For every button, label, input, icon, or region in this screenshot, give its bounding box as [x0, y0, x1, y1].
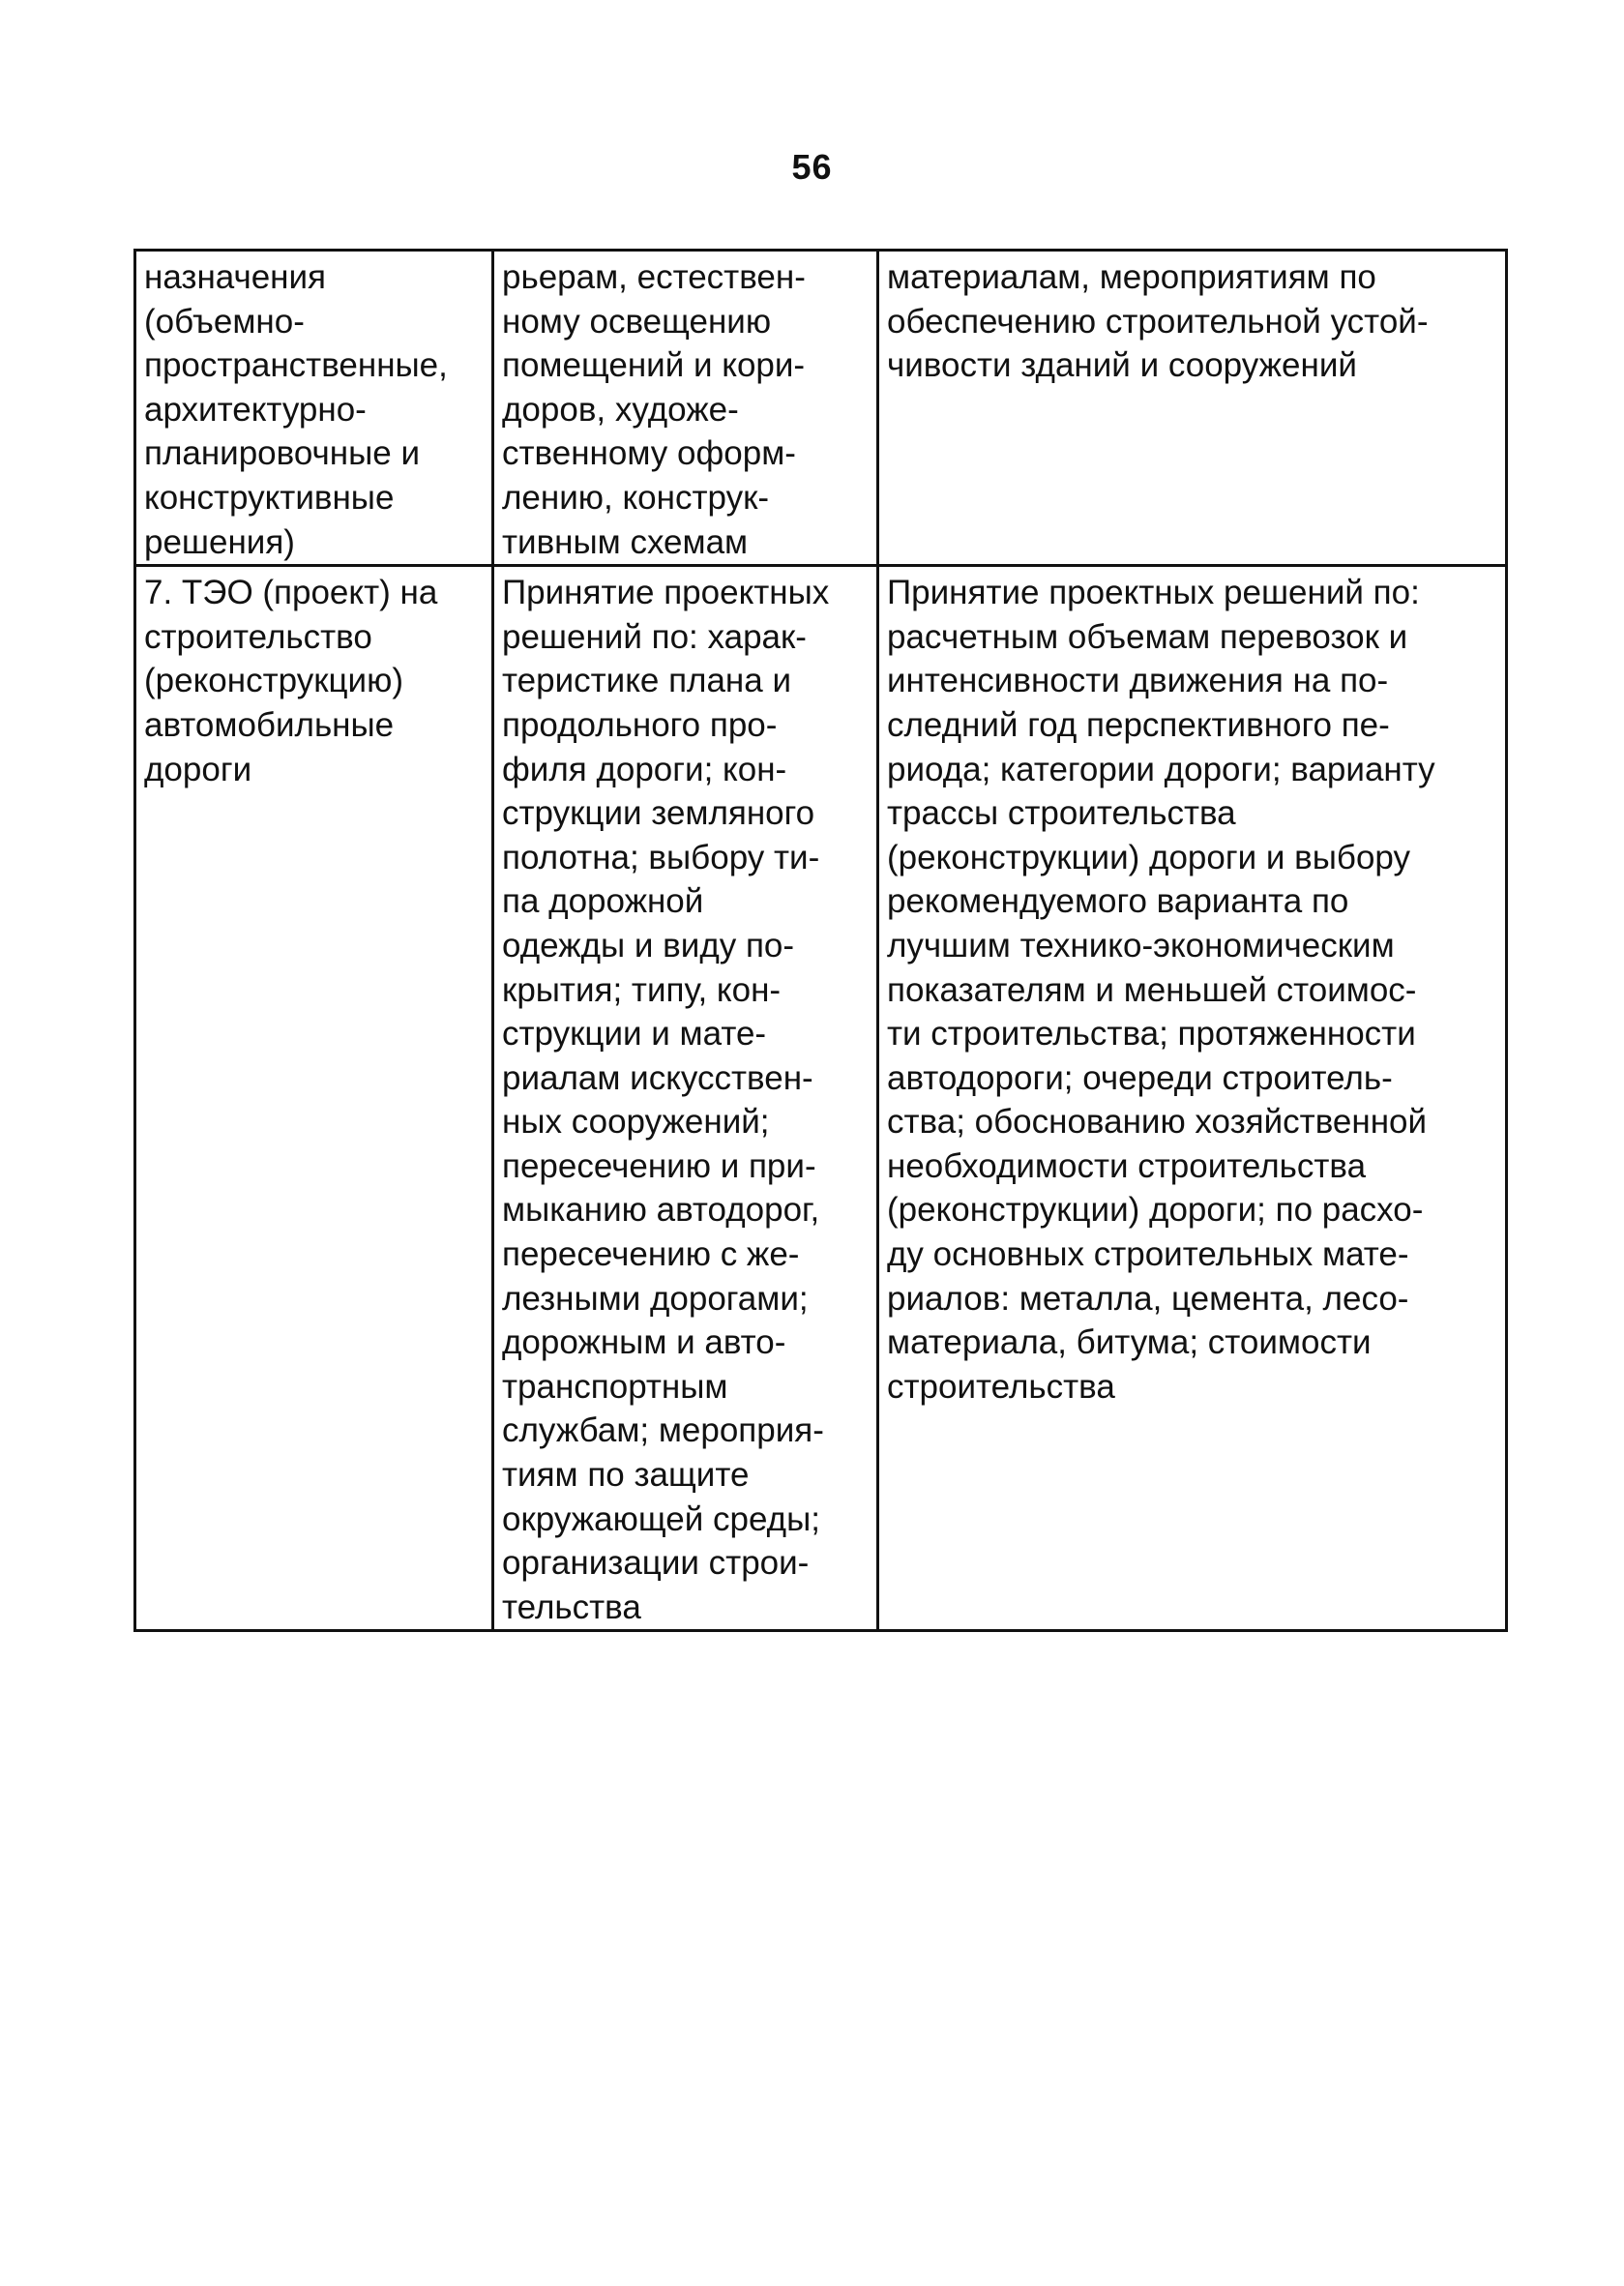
page-number: 56 — [791, 147, 833, 187]
table-cell-purpose: назначения (объемно- пространственные, архитектурно- планировочные и конструктивные решения) — [135, 251, 493, 566]
table-row — [135, 566, 1507, 1631]
table-cell-decisions: рьерам, естествен- ному освещению помещений и кори- доров, художе- ственному оформ- лению, конструк- тивным схемам — [493, 251, 878, 566]
table-cell-details: материалам, мероприятиям по обеспечению строительной устой- чивости зданий и сооружений — [878, 251, 1507, 566]
table-cell-details: Принятие проектных решений по: расчетным объемам перевозок и интенсивности движения на по- следний год перспективного пе- риода; категории дороги; варианту трассы строительства (реконструкции) дороги и выбору рекомендуемого варианта по лучшим технико-экономическим показателям и меньшей стоимос- ти строительства; протяженности автодороги; очереди строитель- ства; обоснованию хозяйственной необходимости строительства (реконструкции) дороги; по расхо- ду основных строительных мате- риалов: металла, цемента, лесо- материала, битума; стоимости строительства — [878, 566, 1507, 1631]
table-row — [135, 251, 1507, 566]
table-cell-purpose: 7. ТЭО (проект) на строительство (реконструкцию) автомобильные дороги — [135, 566, 493, 1631]
document-table — [133, 249, 1508, 1632]
table-cell-decisions: Принятие проектных решений по: харак- теристике плана и продольного про- филя дороги; кон- струкции земляного полотна; выбору ти- па дорожной одежды и виду по- крытия; типу, кон- струкции и мате- риалам искусствен- ных сооружений; пересечению и при- мыканию автодорог, пересечению с же- лезными дорогами; дорожным и авто- транспортным службам; мероприя- тиям по защите окружающей среды; организации строи- тельства — [493, 566, 878, 1631]
